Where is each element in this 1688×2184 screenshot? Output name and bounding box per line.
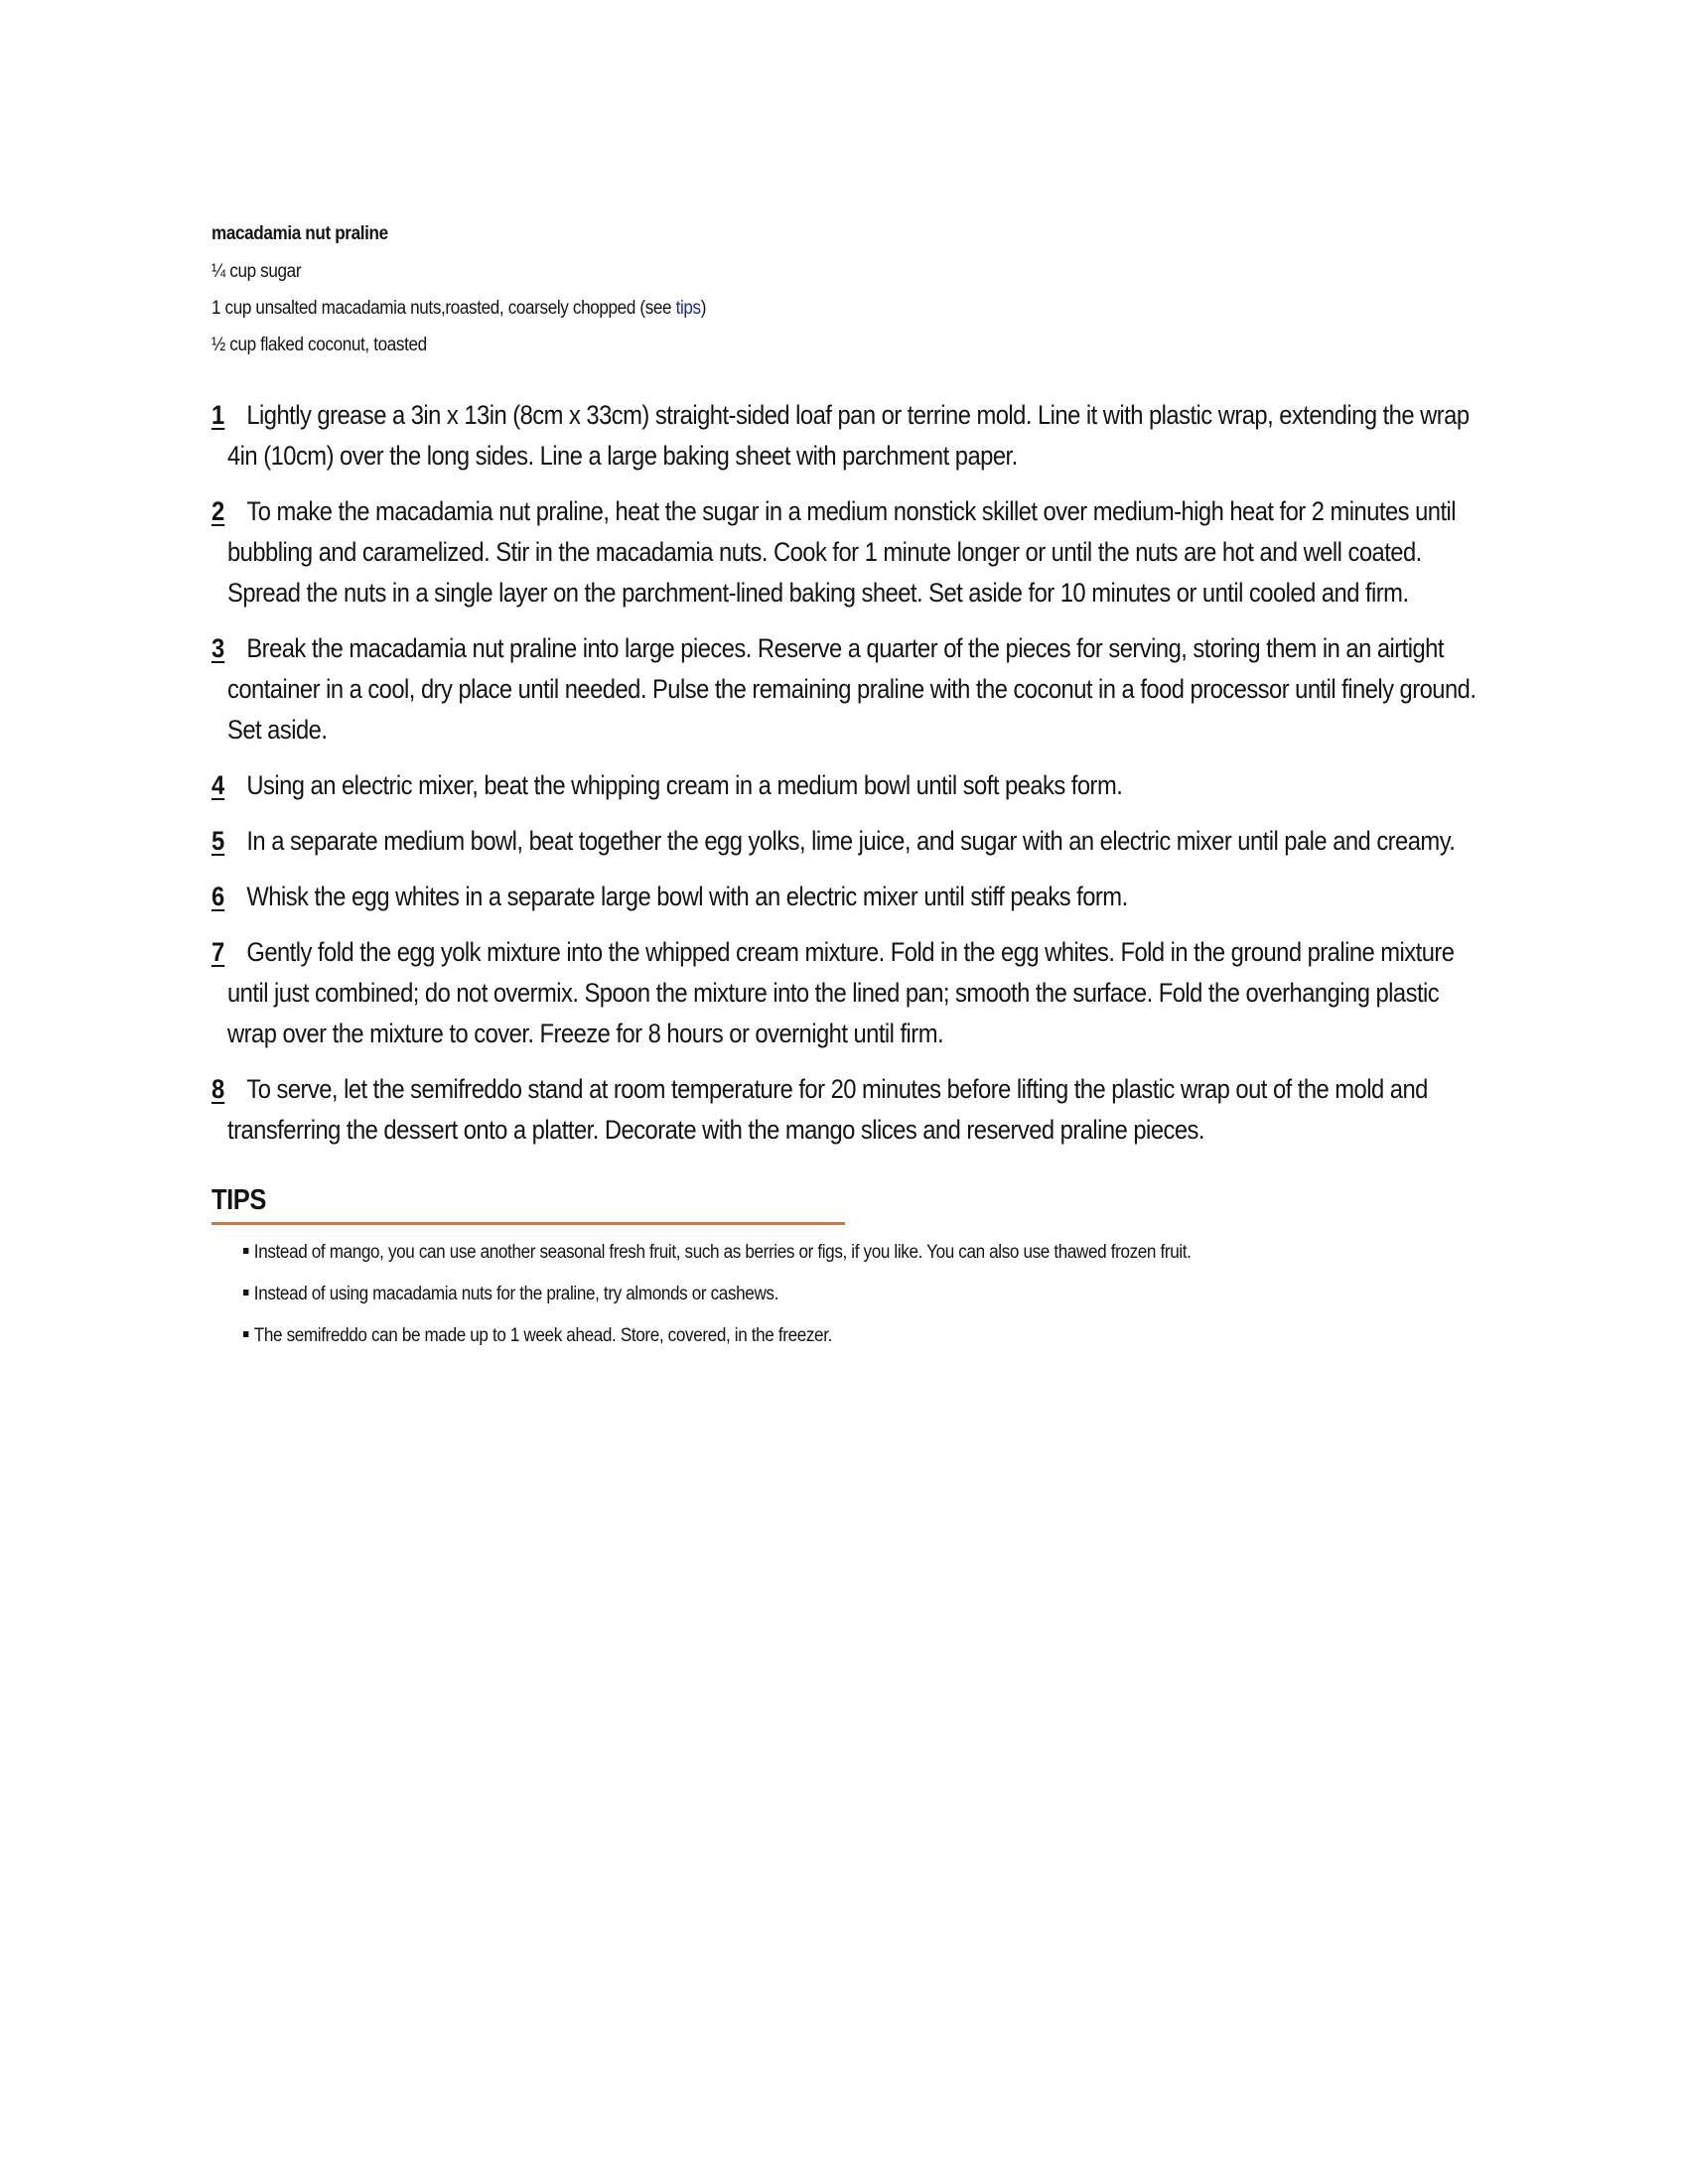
ingredient-text: 1 cup unsalted macadamia nuts,roasted, coarsely chopped (see	[211, 298, 676, 319]
method-step	[211, 765, 1482, 806]
step-text-wrap	[227, 1069, 1485, 1151]
step-number: 6	[211, 882, 225, 911]
tips-heading: TIPS	[211, 1184, 266, 1216]
bullet-icon	[243, 1331, 248, 1337]
step-text-wrap	[227, 765, 1485, 806]
method-step	[211, 1069, 1482, 1151]
step-text: Lightly grease a 3in x 13in (8cm x 33cm) straight-sided loaf pan or terrine mold. Line it with plastic wrap, extending the wrap 4in (10cm) over the long sides. Line a large baking sheet with parchment paper.	[227, 400, 1470, 471]
tips-link[interactable]: tips	[675, 298, 701, 319]
tip-item	[211, 1322, 1482, 1350]
step-text: Using an electric mixer, beat the whipping cream in a medium bowl until soft peaks form.	[246, 770, 1123, 800]
method-step	[211, 491, 1482, 614]
ingredient-item	[211, 295, 1355, 323]
step-text: To make the macadamia nut praline, heat the sugar in a medium nonstick skillet over medium-high heat for 2 minutes until bubbling and caramelized. Stir in the macadamia nuts. Cook for 1 minute longer or until the nuts are hot and well coated. Spread the nuts in a single layer on the parchment-lined baking sheet. Set aside for 10 minutes or until cooled and firm.	[227, 496, 1457, 608]
tip-text: Instead of mango, you can use another seasonal fresh fruit, such as berries or figs, if you like. You can also use thawed frozen fruit.	[253, 1242, 1192, 1263]
ingredient-text: )	[700, 298, 707, 319]
method-step	[211, 932, 1482, 1054]
step-number: 8	[211, 1074, 225, 1104]
step-number: 7	[211, 937, 225, 967]
step-text: Gently fold the egg yolk mixture into the whipped cream mixture. Fold in the egg whites. Fold in the ground praline mixture until just combined; do not overmix. Spoon the mixture into the lined pan; smooth the surface. Fold the overhanging plastic wrap over the mixture to cover. Freeze for 8 hours or overnight until firm.	[227, 937, 1455, 1048]
step-number: 4	[211, 770, 225, 800]
method-step	[211, 628, 1482, 751]
tip-item	[211, 1239, 1482, 1267]
ingredient-heading: macadamia nut praline	[211, 223, 388, 244]
ingredient-item: ½ cup flaked coconut, toasted	[211, 335, 427, 355]
step-text-wrap	[227, 877, 1485, 917]
ingredient-item: ¼ cup sugar	[211, 261, 302, 282]
method-step	[211, 877, 1482, 917]
method-step	[211, 821, 1482, 862]
step-text-wrap	[227, 821, 1485, 862]
step-text: Break the macadamia nut praline into large pieces. Reserve a quarter of the pieces for serving, storing them in an airtight container in a cool, dry place until needed. Pulse the remaining praline with the coconut in a food processor until finely ground. Set aside.	[227, 633, 1477, 745]
recipe-page	[211, 220, 1482, 1364]
step-text: To serve, let the semifreddo stand at room temperature for 20 minutes before lifting the plastic wrap out of the mold and transferring the dessert onto a platter. Decorate with the mango slices and reserved praline pieces.	[227, 1074, 1428, 1145]
step-text-wrap	[227, 932, 1485, 1054]
step-text-wrap	[227, 628, 1485, 751]
step-number: 1	[211, 400, 225, 430]
step-number: 3	[211, 633, 225, 663]
step-text-wrap	[227, 395, 1485, 477]
bullet-icon	[243, 1248, 248, 1254]
bullet-icon	[243, 1290, 248, 1296]
tip-text: The semifreddo can be made up to 1 week ahead. Store, covered, in the freezer.	[253, 1325, 832, 1346]
tips-divider	[211, 1222, 845, 1225]
tips-section	[211, 1182, 1482, 1350]
tip-text: Instead of using macadamia nuts for the praline, try almonds or cashews.	[253, 1284, 779, 1304]
method-steps	[211, 395, 1482, 1151]
step-text: Whisk the egg whites in a separate large bowl with an electric mixer until stiff peaks form.	[246, 882, 1128, 911]
ingredient-section	[211, 220, 1482, 359]
step-text: In a separate medium bowl, beat together the egg yolks, lime juice, and sugar with an electric mixer until pale and creamy.	[246, 826, 1456, 856]
step-number: 5	[211, 826, 225, 856]
tip-item	[211, 1281, 1482, 1308]
step-number: 2	[211, 496, 225, 526]
step-text-wrap	[227, 491, 1485, 614]
method-step	[211, 395, 1482, 477]
